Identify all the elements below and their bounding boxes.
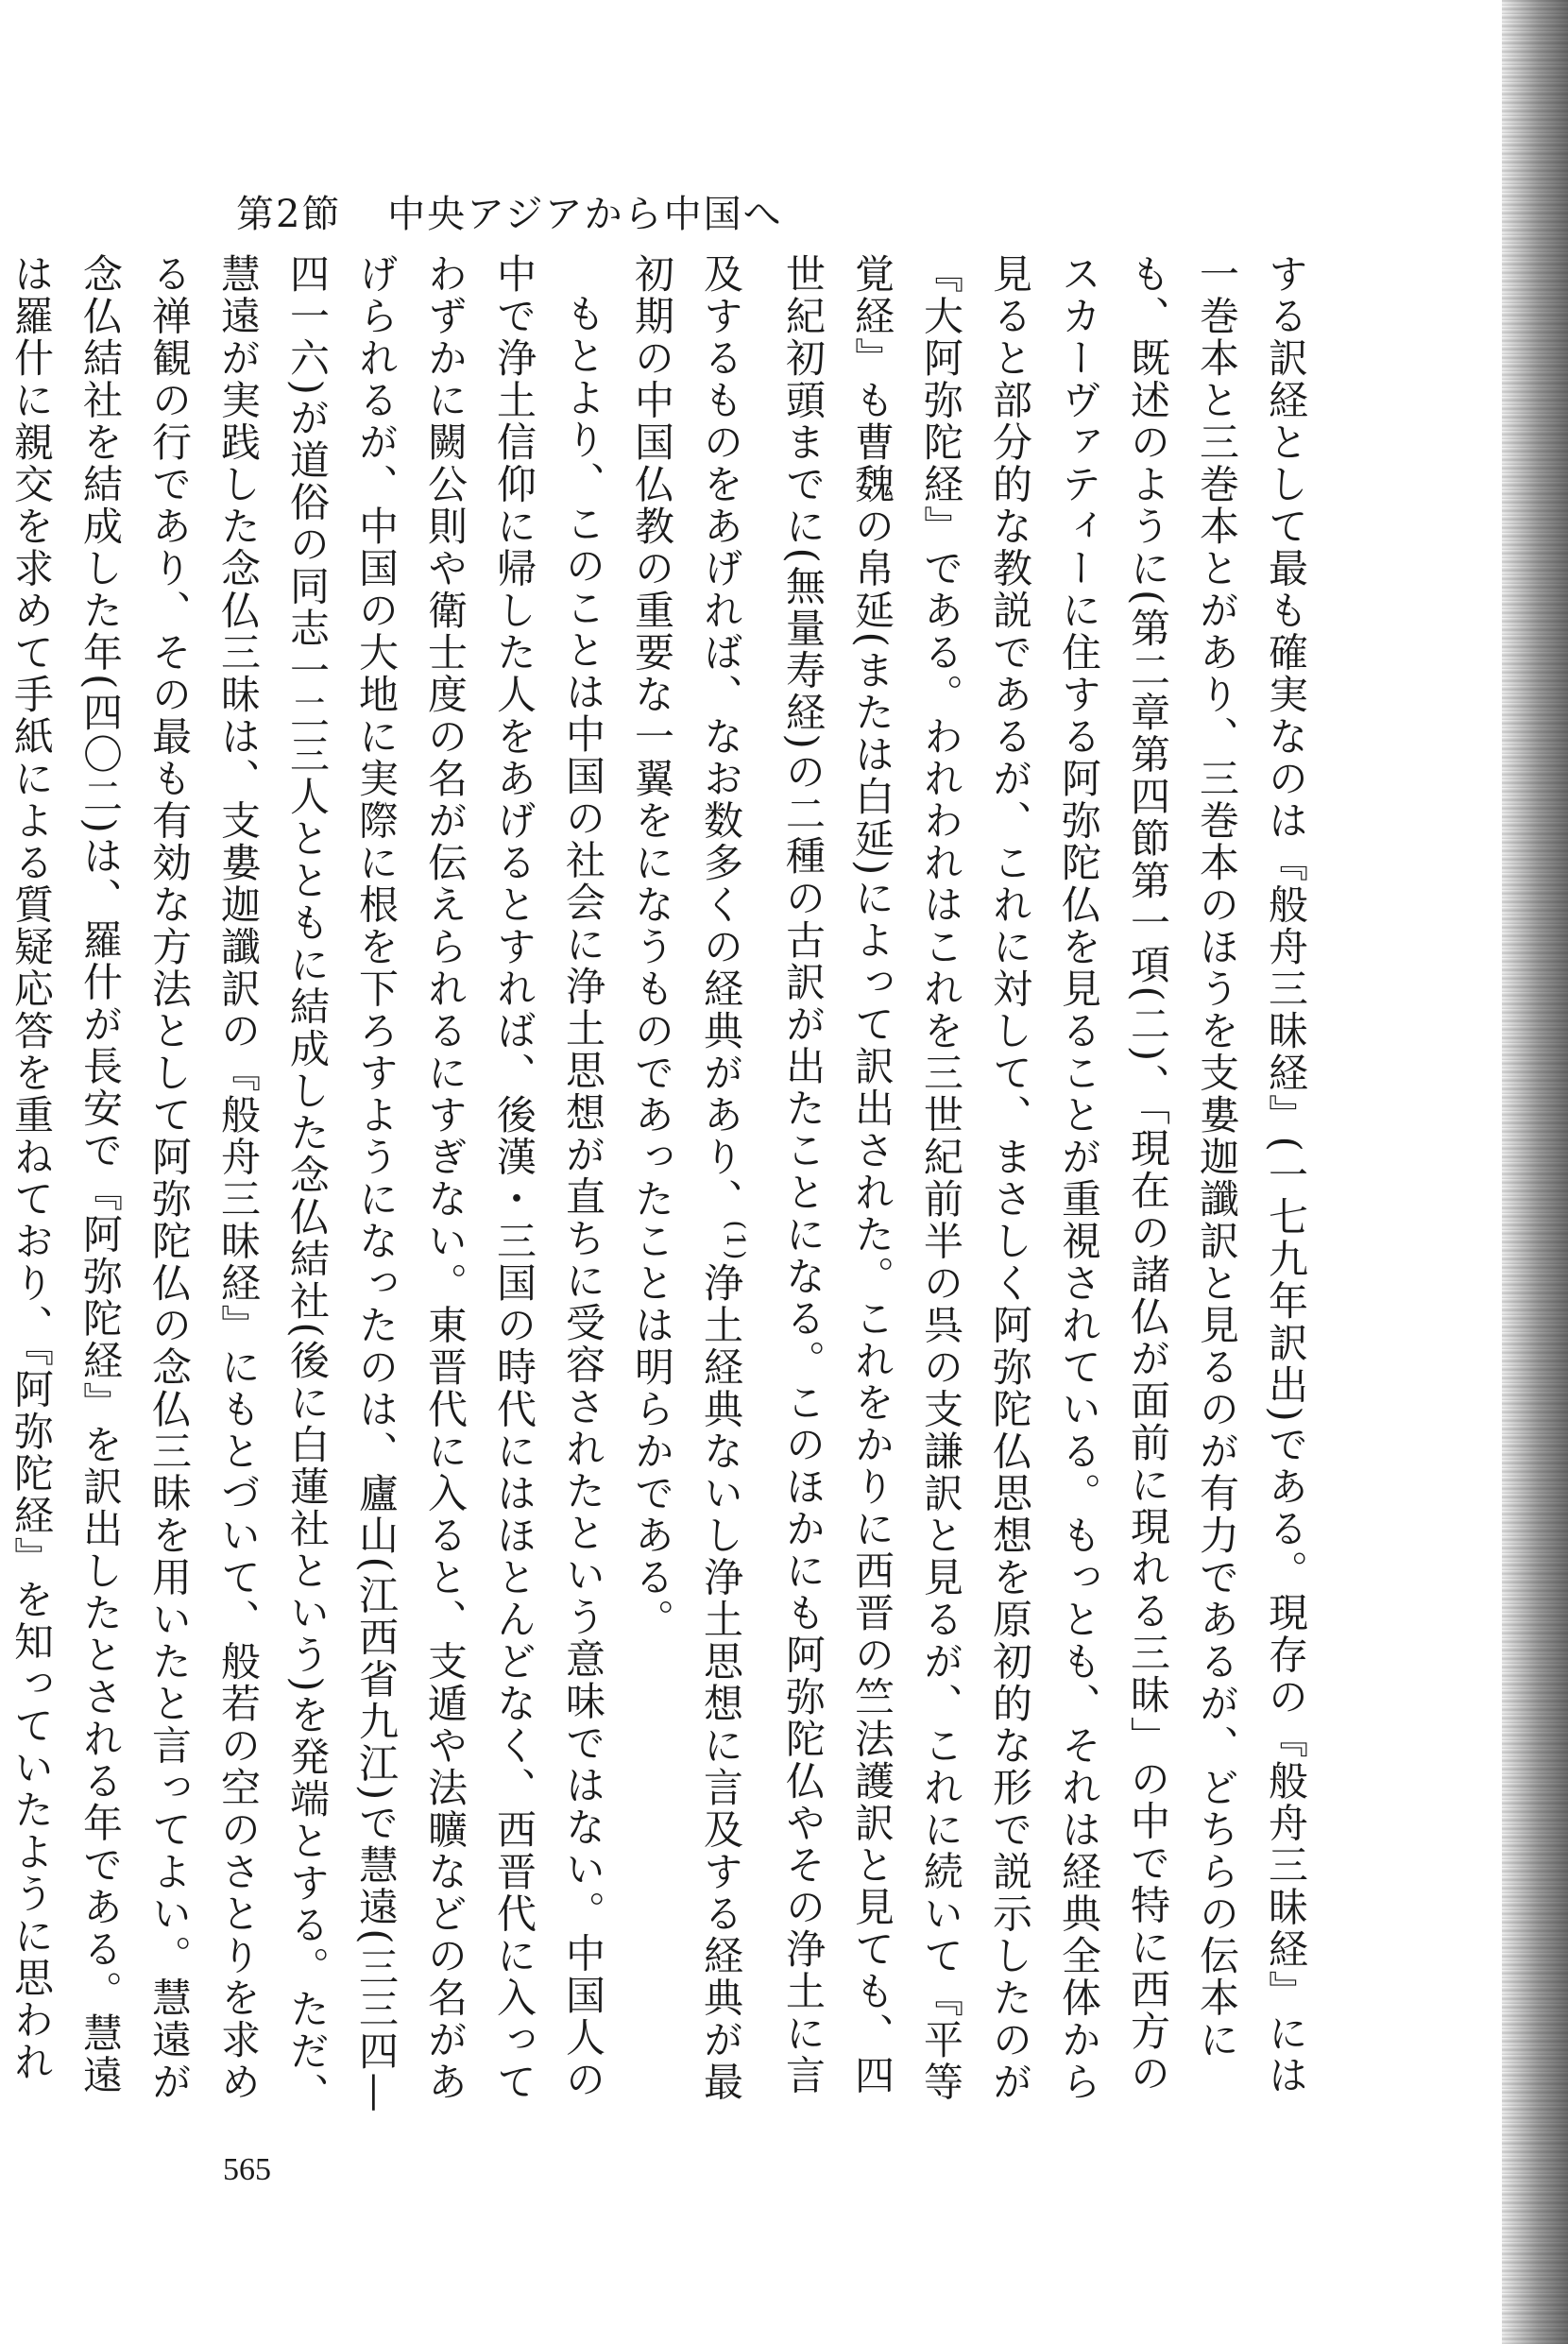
section-number: 第2節 — [236, 193, 342, 236]
section-title: 中央アジアから中国へ — [387, 193, 783, 236]
body-text — [9, 253, 1321, 2124]
paragraph-1-text-b: 浄土経典ないし浄土思想に言及する経典が最初期の中国仏教の重要な一翼をになうものであったことは明らかである。 — [629, 253, 744, 2103]
paragraph-1-text-a: する訳経として最も確実なのは『般舟三昧経』(一七九年訳出)である。現存の『般舟三昧経』には一巻本と三巻本とがあり、三巻本のほうを支婁迦讖訳と見るのが有力であるが、どちらの伝本にも、既述のように(第二章第四節第一項(二)、「現在の諸仏が面前に現れる三昧」の中で特に西方のスカーヴァティーに住する阿弥陀仏を見ることが重視されている。もっとも、それは経典全体から見ると部分的な教説であるが、これに対して、まさしく阿弥陀仏思想を原初的な形で説示したのが『大阿弥陀経』である。われわれはこれを三世紀前半の呉の支謙訳と見るが、これに続いて『平等覚経』も曹魏の帛延(または白延)によって訳出された。これをかりに西晋の竺法護訳と見ても、四世紀初頭までに(無量寿経)の二種の古訳が出たことになる。このほかにも阿弥陀仏やその浄土に言及するものをあげれば、なお数多くの経典があり、 — [698, 253, 1309, 2103]
paragraph-2 — [0, 253, 618, 2124]
scan-edge-shadow — [1502, 0, 1568, 2344]
paragraph-1 — [618, 253, 1321, 2124]
note-ref-1: (1) — [721, 1220, 749, 1262]
paragraph-2-text-a: もとより、このことは中国の社会に浄土思想が直ちに受容されたという意味ではない。中国人の中で浄土信仰に帰した人をあげるとすれば、後漢・三国の時代にはほとんどなく、西晋代に入ってわずかに闕公則や衛士度の名が伝えられるにすぎない。東晋代に入ると、支遁や法曠などの名があげられるが、中国の大地に実際に根を下ろすようになったのは、廬山(江西省九江)で慧遠(三三四—四一六)が道俗の同志一二三人とともに結成した念仏結社(後に白蓮社という)を発端とする。ただ、慧遠が実践した念仏三昧は、支婁迦讖訳の『般舟三昧経』にもとづいて、般若の空のさとりを求める禅観の行であり、その最も有効な方法として阿弥陀仏の念仏三昧を用いたと言ってよい。慧遠が念仏結社を結成した年(四〇二)は、羅什が長安で『阿弥陀経』を訳出したとされる年である。慧遠は羅什に親交を求めて手紙による質疑応答を重ねており、『阿弥陀経』を知っていたように思われ — [9, 253, 606, 2115]
page-number: 565 — [223, 2152, 271, 2187]
running-head — [236, 184, 783, 238]
